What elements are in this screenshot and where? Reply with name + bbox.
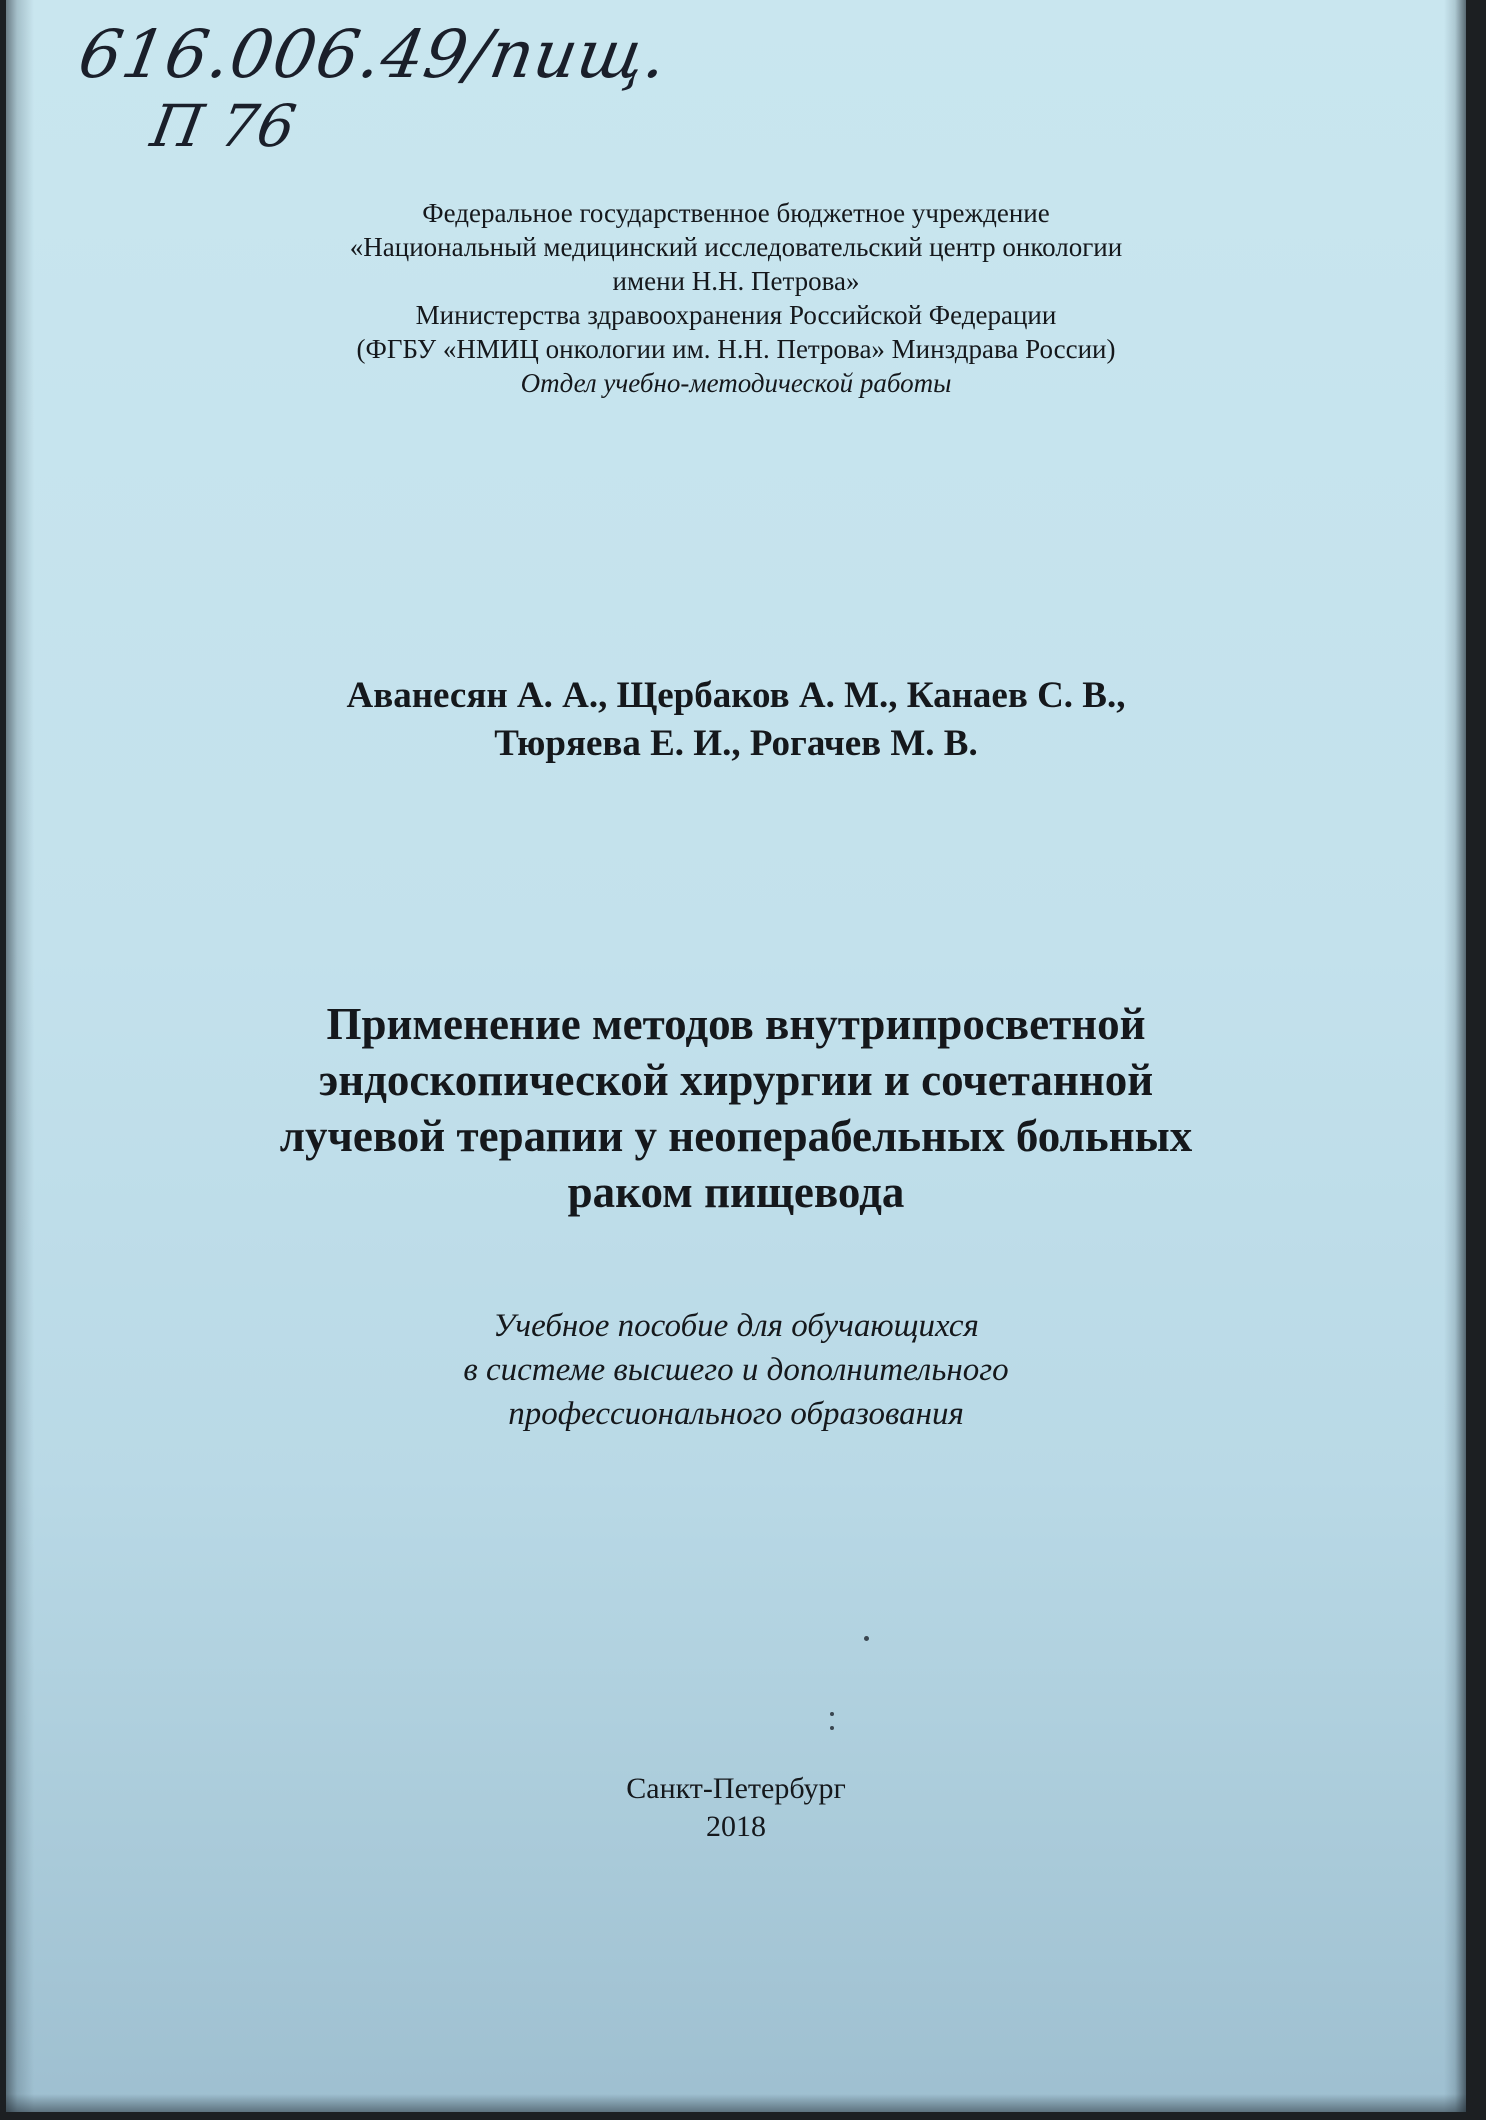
scan-shadow-left	[6, 0, 34, 2112]
title-line: лучевой терапии у неоперабельных больных	[279, 1111, 1193, 1161]
authors	[136, 672, 1336, 768]
scan-shadow-bottom	[6, 2094, 1466, 2112]
publication-info	[136, 1770, 1336, 1846]
subtitle-line: в системе высшего и дополнительного	[463, 1352, 1009, 1388]
subtitle-line: Учебное пособие для обучающихся	[493, 1308, 979, 1344]
title-line: эндоскопической хирургии и сочетанной	[318, 1055, 1154, 1105]
institution-line: Федеральное государственное бюджетное учреждение	[422, 198, 1050, 228]
institution-line: Министерства здравоохранения Российской Федерации	[415, 300, 1057, 330]
document-subtitle	[136, 1304, 1336, 1436]
scan-speck	[830, 1712, 834, 1716]
scan-shadow-right	[1444, 0, 1466, 2112]
handwritten-author-index: П 76	[146, 92, 301, 160]
scan-speck	[864, 1636, 869, 1641]
document-title	[136, 996, 1336, 1220]
scan-speck	[830, 1726, 834, 1730]
subtitle-line: профессионального образования	[508, 1396, 964, 1432]
institution-line: (ФГБУ «НМИЦ онкологии им. Н.Н. Петрова» Минздрава России)	[356, 334, 1116, 364]
handwritten-classification-code: 616.006.49/пищ.	[73, 16, 674, 93]
authors-line: Тюряева Е. И., Рогачев М. В.	[494, 723, 978, 764]
department-name: Отдел учебно-методической работы	[520, 368, 952, 398]
document-page	[6, 0, 1466, 2112]
publication-year: 2018	[706, 1810, 766, 1843]
publication-city: Санкт-Петербург	[626, 1772, 846, 1805]
institution-line: «Национальный медицинский исследовательский центр онкологии	[349, 232, 1123, 262]
title-line: Применение методов внутрипросветной	[326, 999, 1146, 1049]
institution-line: имени Н.Н. Петрова»	[612, 266, 860, 296]
institution-header	[136, 196, 1336, 400]
authors-line: Аванесян А. А., Щербаков А. М., Канаев С. В.,	[346, 675, 1126, 716]
title-line: раком пищевода	[567, 1167, 905, 1217]
